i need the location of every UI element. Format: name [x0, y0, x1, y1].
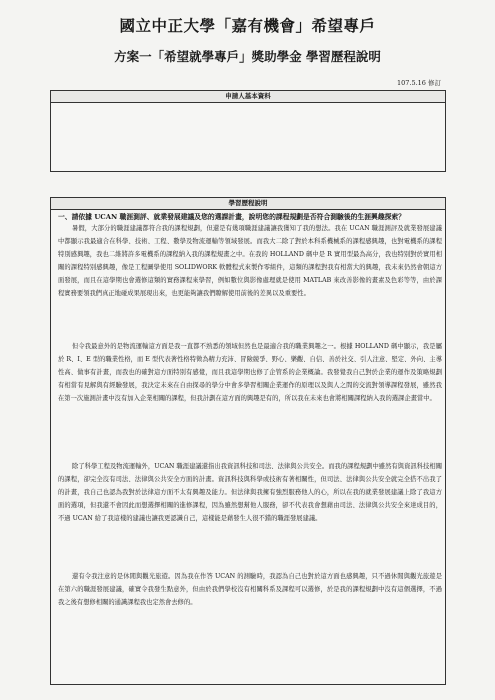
learning-history-box	[50, 197, 446, 685]
answer-paragraph: 除了科學工程及物流運輸外，UCAN 職涯建議還指出我資訊科技和司法、法律與公共安全。而我的課程規劃中雖然有與資訊科技相關的課程，卻完全沒有司法、法律與公共安全方面的計畫。資訊科技與科學或技術有著相關性，但司法、法律與公共安全就完全搭不出我了的計畫，我自己也認為我對於法律這方面不太有興趣及能力。但法律與我擁有強烈服務他人的心，所以在我的就業發展建議上除了我這方面的選項，但我還不會因此而想選擇相關的進修課程，因為雖然想幫他人服務，卻不代表我會想藉由司法、法律與公共安全來達成目的，不過 UCAN 給了我這樣的建議也讓我更認識自己，這樣能是藉發生人很不錯的職涯發展建議。	[58, 463, 442, 522]
answer-paragraph: 暑假，大部分的職涯建議都符合我的課程規劃，但還是有幾項職涯建議讓我獲知了我的想法。我在 UCAN 職涯測評及就業發展建議中都顯示我最適合在科學、技術、工程、數學及物流運輸等領域發展。而我大二除了對於本科系機械系的課程感興趣，也對電機系的課程特別感興趣，我也二維將許多電機系的課程納入我的課程規畫之中。在我的 HOLLAND 碼中是 R 實用型最為高分，我也特別對於實用相關的課程特別感興趣，像是工程圖學使用 SOLIDWORK 軟體程式來製作零組件，這類的課程對我有相當大的興趣，我未來仍然會朝這方面發展，而且在這學期也會選修這類的實務課程來學習，例如數位與影像處理就是使用 MATLAB 來改善影像的畫素及色彩等等，由於課程實務要領我們真正地碰成果展現出來，也更能夠讓我們瞭解使用前後的差異以及重要性。	[58, 225, 442, 297]
page-subtitle: 方案一「希望就學專戶」獎助學金 學習歷程說明	[114, 49, 381, 64]
answer-paragraph: 但令我最意外的是物流運輸這方面是我一直都不熟悉的領域但然也是最適合我的職業興趣之一。根據 HOLLAND 碼中顯示，我是屬於 R、I、E 型的職業性格，而 E 型代表著性格特徵為精力充沛、冒險競爭、野心、樂觀、自信、善於社交、引人注意、堅定、外向、主導性高、做事有計畫，而我也的確對這方面特別有感覺，而且我這學期也修了企管系的企業概論。我發覺我自己對於企業的運作及策略規劃有相當有見解與有經驗發展，我決定未來在自由探尋的學分中會多學習相關企業運作的原理以及與人之間的交流對領導課程發展，雖然我在第一次施測計畫中沒有加入企業相關的課程，但我計劃在這方面的興趣是有的，所以我在未來也會將相關課程納入我的選課企畫當中。	[58, 343, 442, 402]
answer-paragraph: 還有令我注意的是休閒與觀光旅遊。因為我在作答 UCAN 的測驗時，我認為自己也對於這方面也感興趣，只不過休閒與觀光旅遊是在第六的職涯發展建議，確實令我發生點意外，但由於我們學校沒有相關科系及課程可以選修，於是我的課程規劃中沒有這個選擇，不過我之後有想修相關的通識課程我也定然會去修的。	[58, 573, 442, 606]
applicant-info-heading: 申請人基本資料	[51, 91, 445, 103]
question-text: 一、請依據 UCAN 職涯測評、就業發展建議及您的選課計畫，說明您的課程規劃是否符合測驗後的生涯興趣探索？	[58, 213, 406, 221]
applicant-info-box	[50, 90, 446, 172]
page-title: 國立中正大學「嘉有機會」希望專戶	[119, 16, 376, 35]
learning-history-heading: 學習歷程說明	[51, 198, 445, 210]
revision-date: 107.5.16 修訂	[396, 79, 441, 87]
